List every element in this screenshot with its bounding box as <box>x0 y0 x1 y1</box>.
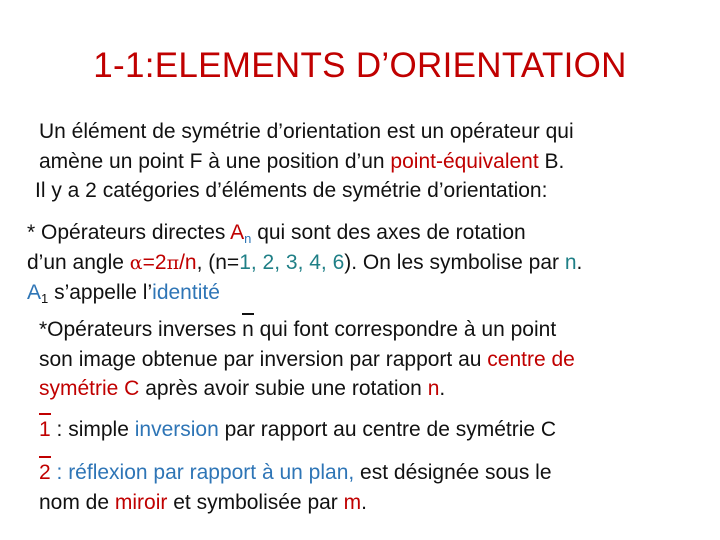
symbol-n: n <box>427 377 440 400</box>
one-digit: 1 <box>39 418 51 441</box>
point-equivalent-term: point-équivalent <box>390 149 539 173</box>
text: : simple <box>50 418 135 441</box>
n-bar-symbol <box>242 315 254 345</box>
text: . <box>576 250 583 274</box>
text: s’appelle l’ <box>48 281 153 304</box>
one-bar-symbol <box>39 415 51 445</box>
text: nom de <box>39 490 115 514</box>
order-values: 1, 2, 3, 4, 6 <box>239 250 345 274</box>
formula: /n <box>179 250 197 274</box>
text: par rapport au centre de symétrie C <box>218 418 557 441</box>
intro-line-3: Il y a 2 catégories d’éléments de symétrie d’orientation: <box>35 179 548 202</box>
pi-symbol: π <box>166 251 180 274</box>
symbol-a: A <box>27 281 42 304</box>
two-bar-line-1 <box>39 458 552 488</box>
one-bar-line <box>39 415 556 445</box>
intro-paragraph <box>35 117 574 206</box>
text: est désignée sous le <box>354 461 552 484</box>
two-bar-paragraph <box>39 458 552 517</box>
identity-term: identité <box>152 281 220 304</box>
inverses-line-3 <box>39 374 575 404</box>
centre-term: symétrie C <box>39 377 140 400</box>
miroir-term: miroir <box>114 490 168 514</box>
alpha-symbol: α <box>129 251 143 274</box>
two-bar-symbol <box>39 458 51 488</box>
text: . <box>439 377 446 400</box>
text: amène un point F à une position d’un <box>39 149 391 173</box>
inverses-line-2 <box>39 345 575 375</box>
text: son image obtenue par inversion par rapport au <box>39 347 488 371</box>
directs-paragraph <box>27 218 582 308</box>
intro-line-1: Un élément de symétrie d’orientation est un opérateur qui <box>39 120 574 143</box>
directs-line-1 <box>27 218 582 248</box>
slide-title: 1-1:ELEMENTS D’ORIENTATION <box>93 46 627 85</box>
text: ). On les symbolise par <box>344 250 565 274</box>
overbar <box>39 413 51 415</box>
text: et symbolisée par <box>167 490 344 514</box>
inversion-term: inversion <box>134 418 219 441</box>
text: après avoir subie une rotation <box>139 377 428 400</box>
text: * Opérateurs directes <box>27 221 231 244</box>
text: , (n= <box>196 250 240 274</box>
directs-line-2 <box>27 248 582 279</box>
text: *Opérateurs inverses <box>39 318 243 341</box>
reflexion-term: : réflexion par rapport à un plan, <box>50 461 355 484</box>
text: . <box>361 490 367 514</box>
text: d’un angle <box>27 250 130 274</box>
intro-line-2 <box>39 147 574 177</box>
symbol-m: m <box>343 490 362 514</box>
formula: =2 <box>142 250 167 274</box>
symbol-n: n <box>242 318 254 341</box>
text: qui font correspondre à un point <box>253 318 557 341</box>
directs-line-3 <box>27 278 582 308</box>
text: B. <box>538 149 565 173</box>
subscript-1: 1 <box>41 291 49 306</box>
inverses-line-1 <box>39 315 575 345</box>
inverses-paragraph <box>39 315 575 404</box>
symbol-n: n <box>564 250 577 274</box>
centre-term: centre de <box>487 347 575 371</box>
text: qui sont des axes de rotation <box>251 221 526 244</box>
two-digit: 2 <box>39 461 51 484</box>
overbar <box>39 456 51 458</box>
subscript-n: n <box>244 231 252 246</box>
overbar <box>242 313 254 315</box>
two-bar-line-2 <box>39 488 552 518</box>
symbol-a: A <box>230 221 245 244</box>
